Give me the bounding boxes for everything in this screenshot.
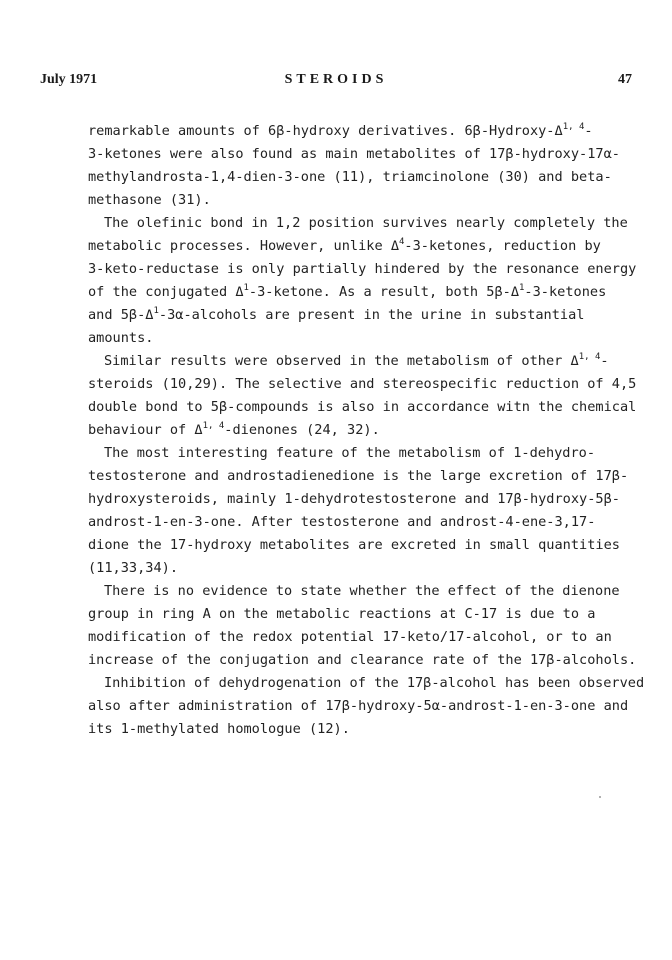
text-line	[88, 465, 629, 488]
superscript: 1	[519, 283, 525, 293]
text-run: -3-ketones	[524, 284, 607, 300]
journal-title: STEROIDS	[284, 72, 388, 87]
text-line	[88, 258, 637, 281]
text-line	[88, 143, 620, 166]
running-header	[40, 72, 632, 96]
text-run: The olefinic bond in 1,2 position survives nearly completely the	[104, 215, 628, 231]
text-run: androst-1-en-3-one. After testosterone and androst-4-ene-3,17-	[88, 514, 596, 530]
text-line	[88, 626, 612, 649]
superscript: 1	[243, 283, 249, 293]
text-line	[88, 442, 596, 465]
text-run: modification of the redox potential 17-keto/17-alcohol, or to an	[88, 629, 612, 645]
superscript: 1	[153, 306, 159, 316]
superscript: 1, 4	[202, 421, 225, 431]
text-run: -3α-alcohols are present in the urine in substantial	[158, 307, 585, 323]
header-date: July 1971	[40, 72, 98, 87]
text-run: 3-keto-reductase is only partially hindered by the resonance energy	[88, 261, 637, 277]
text-line	[88, 580, 620, 603]
text-line	[88, 304, 588, 327]
text-line	[88, 212, 628, 235]
text-line	[88, 166, 612, 189]
text-line	[88, 557, 588, 580]
text-run: methasone (31).	[88, 192, 211, 208]
text-run: and 5β-Δ	[88, 307, 154, 323]
text-run: steroids (10,29). The selective and stereospecific reduction of 4,5	[88, 376, 637, 392]
text-run: -3-ketones, reduction by	[404, 238, 601, 254]
text-line	[88, 649, 637, 672]
superscript: 4	[399, 237, 405, 247]
page-number: 47	[618, 72, 632, 87]
text-run: metabolic processes. However, unlike Δ	[88, 238, 399, 254]
text-line	[88, 350, 609, 373]
text-line	[88, 488, 620, 511]
text-line	[88, 373, 637, 396]
text-run: double bond to 5β-compounds is also in accordance witn the chemical	[88, 399, 637, 415]
text-run: -	[600, 353, 609, 369]
text-line	[88, 718, 588, 741]
article-body	[88, 120, 645, 741]
text-line	[88, 327, 588, 350]
text-line	[88, 235, 601, 258]
text-run: remarkable amounts of 6β-hydroxy derivatives. 6β-Hydroxy-Δ	[88, 123, 563, 139]
text-run: -dienones (24, 32).	[224, 422, 380, 438]
text-line	[88, 281, 607, 304]
text-line	[88, 511, 596, 534]
text-run: behaviour of Δ	[88, 422, 203, 438]
text-line	[88, 672, 645, 695]
superscript: 1, 4	[578, 352, 601, 362]
text-run: -3-ketone. As a result, both 5β-Δ	[248, 284, 519, 300]
text-run: its 1-methylated homologue (12).	[88, 721, 350, 737]
text-run: also after administration of 17β-hydroxy-5α-androst-1-en-3-one and	[88, 698, 629, 714]
text-run: increase of the conjugation and clearance rate of the 17β-alcohols.	[88, 652, 637, 668]
text-line	[88, 189, 588, 212]
text-line	[88, 396, 637, 419]
text-run: Inhibition of dehydrogenation of the 17β-alcohol has been observed	[104, 675, 645, 691]
text-run: methylandrosta-1,4-dien-3-one (11), triamcinolone (30) and beta-	[88, 169, 612, 185]
text-run: amounts.	[88, 330, 154, 346]
text-line	[88, 534, 620, 557]
text-line	[88, 603, 596, 626]
text-run: dione the 17-hydroxy metabolites are excreted in small quantities	[88, 537, 620, 553]
scan-speck	[599, 796, 601, 798]
text-run: There is no evidence to state whether the effect of the dienone	[104, 583, 620, 599]
text-line	[88, 419, 588, 442]
text-run: Similar results were observed in the metabolism of other Δ	[104, 353, 579, 369]
text-run: of the conjugated Δ	[88, 284, 244, 300]
text-line	[88, 695, 629, 718]
text-run: hydroxysteroids, mainly 1-dehydrotestosterone and 17β-hydroxy-5β-	[88, 491, 620, 507]
text-line	[88, 120, 593, 143]
text-run: 3-ketones were also found as main metabolites of 17β-hydroxy-17α-	[88, 146, 620, 162]
text-run: testosterone and androstadienedione is the large excretion of 17β-	[88, 468, 629, 484]
text-run: The most interesting feature of the metabolism of 1-dehydro-	[104, 445, 596, 461]
text-run: (11,33,34).	[88, 560, 179, 576]
superscript: 1, 4	[562, 122, 585, 132]
text-run: -	[584, 123, 593, 139]
text-run: group in ring A on the metabolic reactions at C-17 is due to a	[88, 606, 596, 622]
